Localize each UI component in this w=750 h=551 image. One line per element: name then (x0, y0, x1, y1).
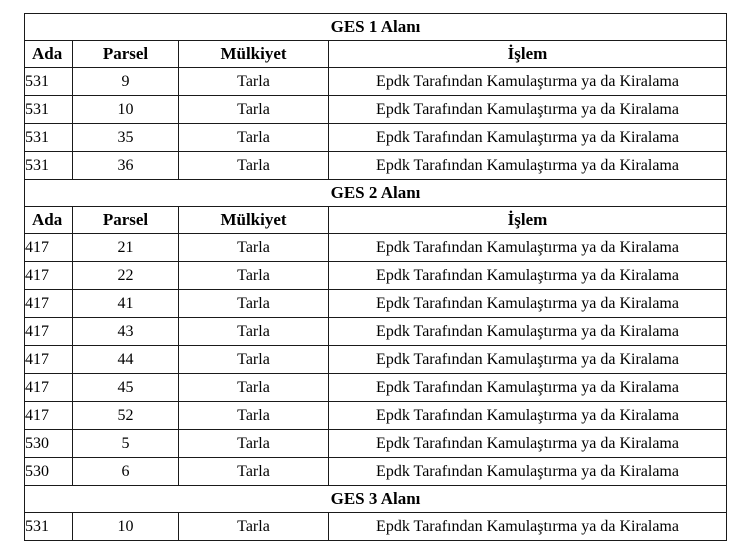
column-header-mulkiyet: Mülkiyet (179, 207, 329, 234)
cell-ada: 530 (25, 430, 73, 458)
cell-islem: Epdk Tarafından Kamulaştırma ya da Kiralama (329, 346, 727, 374)
cell-parsel: 10 (73, 96, 179, 124)
cell-islem: Epdk Tarafından Kamulaştırma ya da Kiralama (329, 96, 727, 124)
column-header-ada: Ada (25, 41, 73, 68)
cell-mulkiyet: Tarla (179, 152, 329, 180)
section-title-row (25, 14, 727, 41)
cell-mulkiyet: Tarla (179, 458, 329, 486)
cell-parsel: 35 (73, 124, 179, 152)
cell-parsel: 52 (73, 402, 179, 430)
section-title: GES 2 Alanı (25, 180, 727, 207)
table-row (25, 430, 727, 458)
section-title-row (25, 486, 727, 513)
table-row (25, 402, 727, 430)
cell-mulkiyet: Tarla (179, 346, 329, 374)
section-title-row (25, 180, 727, 207)
section-title: GES 3 Alanı (25, 486, 727, 513)
cell-ada: 417 (25, 346, 73, 374)
column-header-ada: Ada (25, 207, 73, 234)
cell-mulkiyet: Tarla (179, 430, 329, 458)
cell-islem: Epdk Tarafından Kamulaştırma ya da Kiralama (329, 513, 727, 541)
cell-ada: 531 (25, 96, 73, 124)
column-header-parsel: Parsel (73, 41, 179, 68)
section-title: GES 1 Alanı (25, 14, 727, 41)
cell-mulkiyet: Tarla (179, 318, 329, 346)
cell-parsel: 44 (73, 346, 179, 374)
cell-parsel: 6 (73, 458, 179, 486)
column-header-row (25, 41, 727, 68)
cell-islem: Epdk Tarafından Kamulaştırma ya da Kiralama (329, 374, 727, 402)
column-header-mulkiyet: Mülkiyet (179, 41, 329, 68)
table-row (25, 513, 727, 541)
cell-ada: 531 (25, 513, 73, 541)
cell-ada: 531 (25, 68, 73, 96)
column-header-islem: İşlem (329, 207, 727, 234)
cell-parsel: 36 (73, 152, 179, 180)
cell-mulkiyet: Tarla (179, 262, 329, 290)
cell-mulkiyet: Tarla (179, 124, 329, 152)
table-row (25, 262, 727, 290)
cell-mulkiyet: Tarla (179, 234, 329, 262)
cell-islem: Epdk Tarafından Kamulaştırma ya da Kiralama (329, 318, 727, 346)
cell-islem: Epdk Tarafından Kamulaştırma ya da Kiralama (329, 124, 727, 152)
table-row (25, 96, 727, 124)
table-row (25, 374, 727, 402)
column-header-row (25, 207, 727, 234)
cell-islem: Epdk Tarafından Kamulaştırma ya da Kiralama (329, 430, 727, 458)
cell-islem: Epdk Tarafından Kamulaştırma ya da Kiralama (329, 234, 727, 262)
table-row (25, 346, 727, 374)
table-row (25, 458, 727, 486)
parcel-table-body (25, 14, 727, 541)
cell-mulkiyet: Tarla (179, 402, 329, 430)
cell-ada: 417 (25, 318, 73, 346)
cell-ada: 417 (25, 262, 73, 290)
cell-ada: 531 (25, 152, 73, 180)
cell-islem: Epdk Tarafından Kamulaştırma ya da Kiralama (329, 68, 727, 96)
cell-parsel: 43 (73, 318, 179, 346)
cell-ada: 417 (25, 290, 73, 318)
table-row (25, 68, 727, 96)
cell-islem: Epdk Tarafından Kamulaştırma ya da Kiralama (329, 262, 727, 290)
cell-islem: Epdk Tarafından Kamulaştırma ya da Kiralama (329, 152, 727, 180)
cell-parsel: 5 (73, 430, 179, 458)
table-row (25, 124, 727, 152)
cell-parsel: 21 (73, 234, 179, 262)
parcel-table (24, 13, 727, 541)
column-header-parsel: Parsel (73, 207, 179, 234)
table-row (25, 152, 727, 180)
cell-islem: Epdk Tarafından Kamulaştırma ya da Kiralama (329, 402, 727, 430)
cell-ada: 417 (25, 374, 73, 402)
table-row (25, 234, 727, 262)
cell-islem: Epdk Tarafından Kamulaştırma ya da Kiralama (329, 290, 727, 318)
cell-mulkiyet: Tarla (179, 374, 329, 402)
cell-mulkiyet: Tarla (179, 290, 329, 318)
cell-mulkiyet: Tarla (179, 513, 329, 541)
cell-mulkiyet: Tarla (179, 68, 329, 96)
table-row (25, 290, 727, 318)
cell-parsel: 10 (73, 513, 179, 541)
table-row (25, 318, 727, 346)
cell-parsel: 41 (73, 290, 179, 318)
cell-mulkiyet: Tarla (179, 96, 329, 124)
cell-ada: 531 (25, 124, 73, 152)
cell-ada: 417 (25, 402, 73, 430)
cell-ada: 530 (25, 458, 73, 486)
cell-parsel: 22 (73, 262, 179, 290)
cell-ada: 417 (25, 234, 73, 262)
cell-parsel: 45 (73, 374, 179, 402)
cell-islem: Epdk Tarafından Kamulaştırma ya da Kiralama (329, 458, 727, 486)
column-header-islem: İşlem (329, 41, 727, 68)
cell-parsel: 9 (73, 68, 179, 96)
